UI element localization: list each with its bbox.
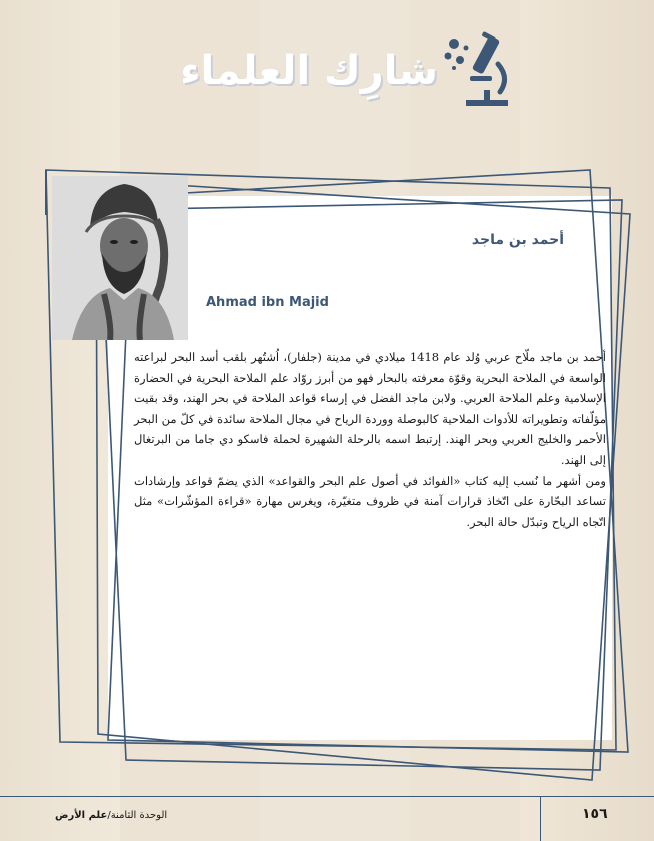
page-title: شارِك العلماء (180, 48, 438, 94)
scientist-name-english: Ahmad ibn Majid (206, 295, 329, 310)
footer-divider (0, 796, 654, 797)
footer-unit-prefix: الوحدة الثامنة/ (107, 810, 168, 821)
biography-text (134, 347, 606, 532)
biography-paragraph-2: ومن أشهر ما نُسب إليه كتاب «الفوائد في أصول علم البحر والقواعد» الذي يضمّ قواعد وإرشادات تساعد البحّارة على اتّخاذ قرارات آمنة في ظروف متغيّرة، ويغرس مهارة «قراءة المؤشّرات» مثل اتّجاه الرياح وتبدّل حالة البحر. (134, 473, 606, 529)
page-number: ١٥٦ (582, 806, 608, 822)
footer-unit-subject: علم الأرض (55, 810, 108, 821)
footer-separator (540, 796, 541, 841)
biography-paragraph-1: أحمد بن ماجد ملّاح عربي وُلد عام 1418 ميلادي في مدينة (جلفار)، اُشتُهر بلقب أسد البحر لبراعته الواسعة في الملاحة البحرية وقوّة معرفته بالبحار فهو من أبرز روّاد علم الملاحة البحرية في الحضارة الإسلامية وعلم الملاحة العربي. ولابن ماجد الفضل في إرساء قواعد الملاحة في بحر الهند، وقد بقيت مؤلّفاته وتطويراته للأدوات الملاحية كالبوصلة ووردة الرياح في مجال الملاحة سائدة في كلّ من البحر الأحمر والخليج العربي وبحر الهند. إرتبط اسمه بالرحلة الشهيرة لحملة فاسكو دي جاما من البرتغال إلى الهند. (134, 350, 607, 467)
portrait-photo (52, 176, 188, 340)
footer-unit-label (55, 810, 167, 821)
scientist-name-arabic: أحمد بن ماجد (471, 232, 564, 248)
